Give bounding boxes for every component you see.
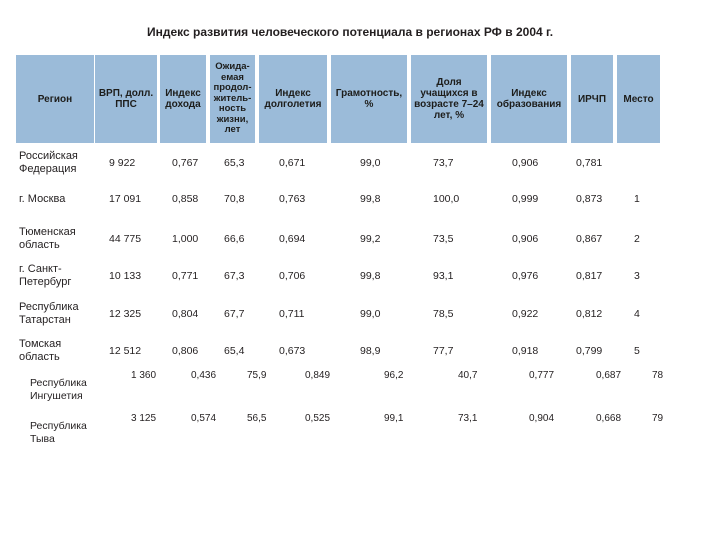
column-header: ВРП, долл. ППС [95,55,157,143]
column-header: Доля учащихся в возрасте 7–24 лет, % [411,55,487,143]
row-region-label: г. Москва [19,193,66,205]
row-region-label: г. Санкт-Петербург [19,263,72,288]
table-cell: 0,918 [512,345,539,357]
table-cell: 3 [634,270,640,282]
table-cell: 79 [652,413,664,424]
table-cell: 0,906 [512,233,539,245]
row-region-label: Томская область [19,338,62,363]
column-header: Индекс долголетия [259,55,327,143]
table-cell: 0,873 [576,193,603,205]
table-cell: 0,922 [512,308,539,320]
table-cell: 0,777 [529,370,555,381]
table-cell: 65,4 [224,345,245,357]
table-title: Индекс развития человеческого потенциала в регионах РФ в 2004 г. [147,25,554,39]
table-cell: 0,763 [279,193,306,205]
table-cell: 1 [634,193,640,205]
table-cell: 0,849 [305,370,331,381]
table-cell: 0,694 [279,233,306,245]
table-cell: 2 [634,233,640,245]
table-cell: 78,5 [433,308,454,320]
table-cell: 0,711 [279,308,305,320]
table-cell: 73,1 [458,413,478,424]
table-cell: 0,706 [279,270,306,282]
table-cell: 78 [652,370,664,381]
table-cell: 65,3 [224,157,245,169]
table-cell: 77,7 [433,345,454,357]
table-cell: 0,812 [576,308,603,320]
table-cell: 12 512 [109,345,142,357]
table-cell: 0,999 [512,193,539,205]
row-region-label: Тюменская область [19,226,76,251]
column-header: Ожида-емая продол-житель-ность жизни, лет [210,55,255,143]
table-cell: 0,806 [172,345,199,357]
table-cell: 0,671 [279,157,306,169]
column-header: Грамотность, % [331,55,407,143]
table-cell: 5 [634,345,640,357]
row-region-label: Республика Ингушетия [30,377,87,402]
table-cell: 0,906 [512,157,539,169]
table-cell: 99,2 [360,233,381,245]
table-cell: 96,2 [384,370,404,381]
table-cell: 3 125 [131,413,157,424]
table-cell: 0,771 [172,270,199,282]
column-header: ИРЧП [571,55,613,143]
table-cell: 98,9 [360,345,381,357]
column-header: Индекс дохода [160,55,206,143]
table-cell: 70,8 [224,193,245,205]
table-cell: 0,767 [172,157,199,169]
table-cell: 0,673 [279,345,306,357]
table-cell: 99,1 [384,413,404,424]
table-cell: 99,0 [360,308,381,320]
table-cell: 0,804 [172,308,199,320]
table-cell: 99,8 [360,193,381,205]
table-cell: 73,5 [433,233,454,245]
table-cell: 99,0 [360,157,381,169]
table-cell: 99,8 [360,270,381,282]
table-cell: 0,799 [576,345,603,357]
table-cell: 100,0 [433,193,460,205]
table-cell: 67,3 [224,270,245,282]
table-cell: 0,525 [305,413,331,424]
table-cell: 12 325 [109,308,142,320]
table-cell: 0,436 [191,370,217,381]
table-cell: 4 [634,308,640,320]
table-cell: 93,1 [433,270,454,282]
table-cell: 0,904 [529,413,555,424]
row-region-label: Республика Татарстан [19,301,79,326]
table-cell: 73,7 [433,157,454,169]
table-cell: 0,574 [191,413,217,424]
table-cell: 0,867 [576,233,603,245]
table-cell: 44 775 [109,233,142,245]
table-cell: 0,858 [172,193,199,205]
table-cell: 0,668 [596,413,622,424]
table-cell: 0,976 [512,270,539,282]
table-cell: 1 360 [131,370,157,381]
table-cell: 40,7 [458,370,478,381]
row-region-label: Республика Тыва [30,420,87,445]
row-region-label: Российская Федерация [19,150,78,175]
table-cell: 66,6 [224,233,245,245]
table-cell: 0,781 [576,157,603,169]
table-cell: 9 922 [109,157,136,169]
table-cell: 67,7 [224,308,245,320]
column-header: Место [617,55,660,143]
table-cell: 56,5 [247,413,267,424]
column-header: Индекс образования [491,55,567,143]
table-cell: 1,000 [172,233,199,245]
table-cell: 0,817 [576,270,603,282]
column-header: Регион [16,55,94,143]
table-cell: 0,687 [596,370,622,381]
table-cell: 75,9 [247,370,267,381]
table-cell: 10 133 [109,270,142,282]
table-cell: 17 091 [109,193,142,205]
